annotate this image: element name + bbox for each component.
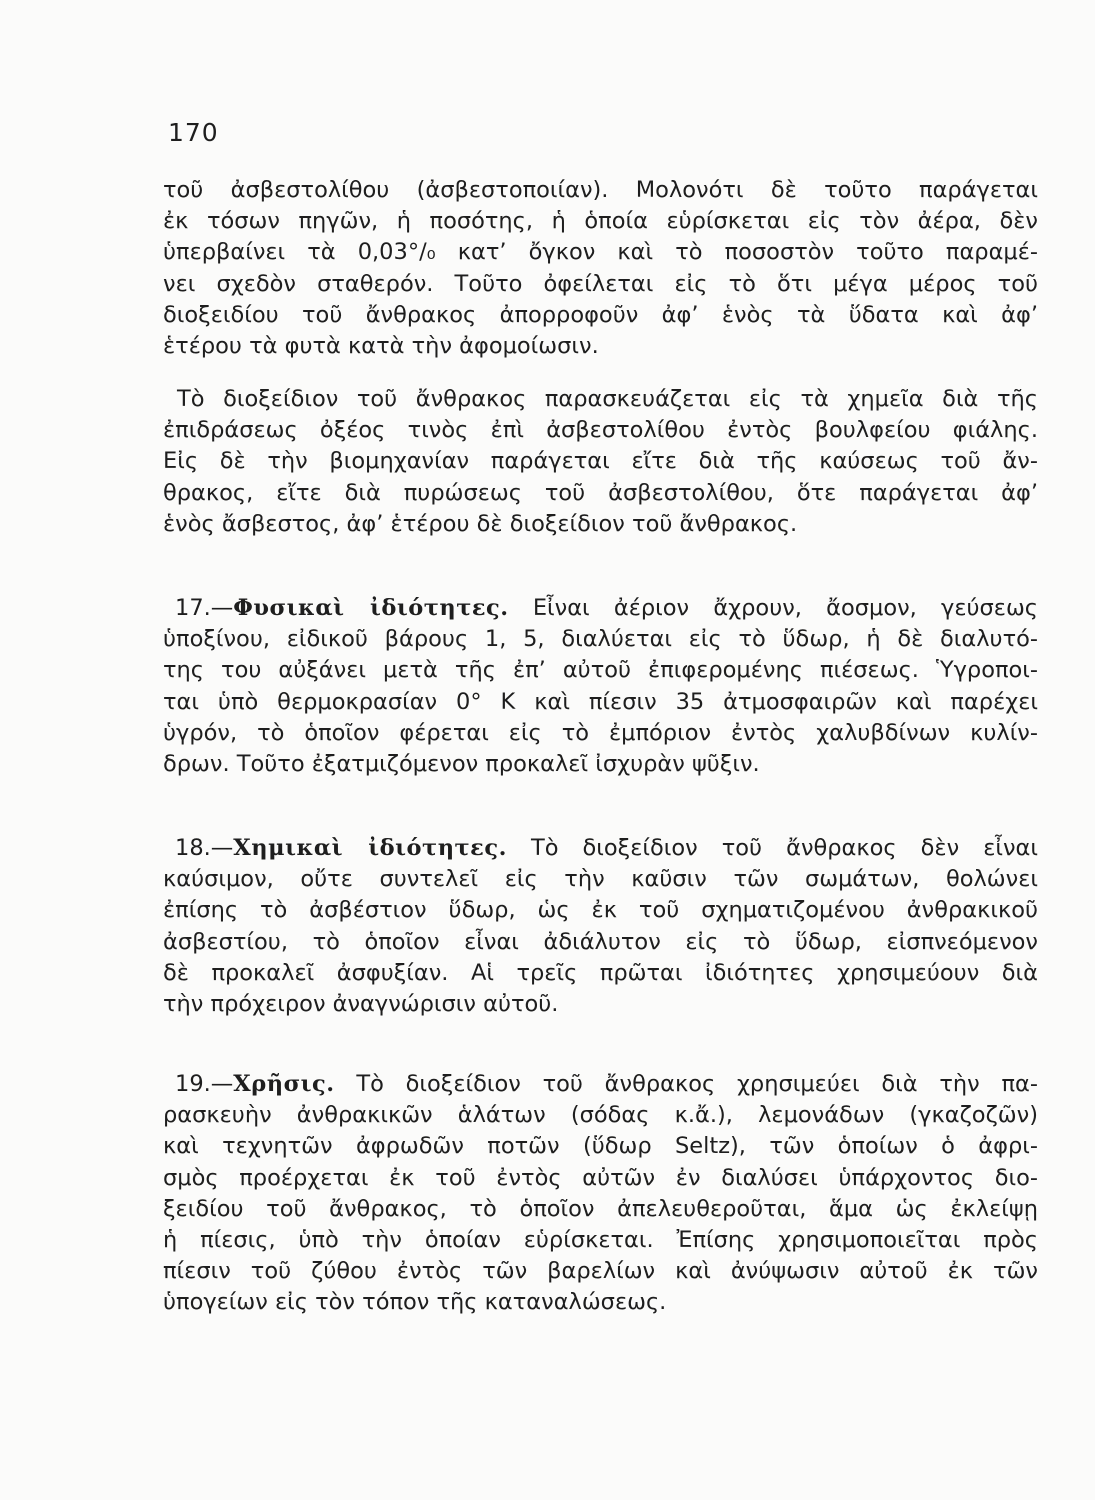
text-line: ἀσβεστίου, τὸ ὁποῖον εἶναι ἀδιάλυτον εἰς τὸ ὕδωρ, εἰσπνεόμενον	[163, 928, 1038, 955]
text-line: ὑποξίνου, εἰδικοῦ βάρους 1, 5, διαλύεται εἰς τὸ ὕδωρ, ἡ δὲ διαλυτό-	[163, 626, 1038, 653]
text-line: πίεσιν τοῦ ζύθου ἐντὸς τῶν βαρελίων καὶ ἀνύψωσιν αὐτοῦ ἐκ τῶν	[163, 1258, 1038, 1285]
text-line: δρων. Τοῦτο ἐξατμιζόμενον προκαλεῖ ἰσχυρὰν ψῦξιν.	[163, 751, 760, 778]
text-line: ἡ πίεσις, ὑπὸ τὴν ὁποίαν εὑρίσκεται. Ἐπίσης χρησιμοποιεῖται πρὸς	[163, 1227, 1038, 1254]
text-line: ἐκ τόσων πηγῶν, ἡ ποσότης, ἡ ὁποία εὑρίσκεται εἰς τὸν ἀέρα, δὲν	[163, 208, 1038, 235]
section-first-line	[163, 1069, 1038, 1100]
section-number: 17.—	[175, 595, 234, 621]
text-line: ξειδίου τοῦ ἄνθρακος, τὸ ὁποῖον ἀπελευθεροῦται, ἅμα ὡς ἐκλείψῃ	[163, 1195, 1038, 1222]
section-uses	[163, 1069, 1038, 1319]
text-line: δὲ προκαλεῖ ἀσφυξίαν. Αἱ τρεῖς πρῶται ἰδιότητες χρησιμεύουν διὰ	[163, 959, 1038, 986]
section-number: 19.—	[175, 1071, 234, 1097]
text-line: Εἰς δὲ τὴν βιομηχανίαν παράγεται εἴτε διὰ τῆς καύσεως τοῦ ἄν-	[163, 448, 1038, 475]
paragraph-continuation	[163, 175, 1038, 362]
text-line: ὑγρόν, τὸ ὁποῖον φέρεται εἰς τὸ ἐμπόριον ἐντὸς χαλυβδίνων κυλίν-	[163, 719, 1038, 746]
text-line: ρασκευὴν ἀνθρακικῶν ἁλάτων (σόδας κ.ἄ.), λεμονάδων (γκαζοζῶν)	[163, 1102, 1038, 1129]
section-number: 18.—	[175, 835, 234, 861]
page-number: 170	[168, 118, 219, 147]
text-line: ὑπογείων εἰς τὸν τόπον τῆς καταναλώσεως.	[163, 1289, 667, 1316]
section-chemical-properties	[163, 833, 1038, 1020]
text-line: ται ὑπὸ θερμοκρασίαν 0° Κ καὶ πίεσιν 35 ἀτμοσφαιρῶν καὶ παρέχει	[163, 688, 1038, 715]
text-line: ἐπιδράσεως ὀξέος τινὸς ἐπὶ ἀσβεστολίθου ἐντὸς βουλφείου φιάλης.	[163, 417, 1038, 444]
text-line: θρακος, εἴτε διὰ πυρώσεως τοῦ ἀσβεστολίθου, ὅτε παράγεται ἀφ’	[163, 479, 1038, 506]
section-physical-properties	[163, 593, 1038, 780]
text-line: ὑπερβαίνει τὰ 0,03°/₀ κατ’ ὄγκον καὶ τὸ ποσοστὸν τοῦτο παραμέ-	[163, 239, 1038, 266]
text-line: τοῦ ἀσβεστολίθου (ἀσβεστοποιίαν). Μολονότι δὲ τοῦτο παράγεται	[163, 177, 1038, 203]
paragraph-preparation	[163, 384, 1038, 540]
text-line: ἑτέρου τὰ φυτὰ κατὰ τὴν ἀφομοίωσιν.	[163, 333, 599, 360]
section-text: Εἶναι ἀέριον ἄχρουν, ἄοσμον, γεύσεως	[532, 595, 1038, 621]
text-line: νει σχεδὸν σταθερόν. Τοῦτο ὀφείλεται εἰς τὸ ὅτι μέγα μέρος τοῦ	[163, 270, 1038, 297]
section-heading: Χημικαὶ ἰδιότητες.	[233, 835, 507, 861]
text-line: σμὸς προέρχεται ἐκ τοῦ ἐντὸς αὐτῶν ἐν διαλύσει ὑπάρχοντος διο-	[163, 1164, 1038, 1191]
section-first-line	[163, 833, 1038, 864]
section-text: Τὸ διοξείδιον τοῦ ἄνθρακος δὲν εἶναι	[530, 835, 1038, 861]
text-line: ἑνὸς ἄσβεστος, ἀφ’ ἑτέρου δὲ διοξείδιον τοῦ ἄνθρακος.	[163, 510, 798, 537]
text-line: τὴν πρόχειρον ἀναγνώρισιν αὐτοῦ.	[163, 991, 559, 1018]
text-line: καύσιμον, οὔτε συντελεῖ εἰς τὴν καῦσιν τῶν σωμάτων, θολώνει	[163, 866, 1038, 893]
section-heading: Φυσικαὶ ἰδιότητες.	[233, 595, 509, 621]
section-first-line	[163, 593, 1038, 624]
text-line: ἐπίσης τὸ ἀσβέστιον ὕδωρ, ὡς ἐκ τοῦ σχηματιζομένου ἀνθρακικοῦ	[163, 897, 1038, 924]
text-line: καὶ τεχνητῶν ἀφρωδῶν ποτῶν (ὕδωρ Seltz), τῶν ὁποίων ὁ ἀφρι-	[163, 1133, 1038, 1160]
section-heading: Χρῆσις.	[233, 1071, 335, 1097]
text-line: Τὸ διοξείδιον τοῦ ἄνθρακος παρασκευάζεται εἰς τὰ χημεῖα διὰ τῆς	[177, 386, 1038, 412]
text-line: της του αὐξάνει μετὰ τῆς ἐπ’ αὐτοῦ ἐπιφερομένης πιέσεως. Ὑγροποι-	[163, 657, 1038, 684]
section-text: Τὸ διοξείδιον τοῦ ἄνθρακος χρησιμεύει διὰ τὴν πα-	[356, 1071, 1038, 1097]
text-line: διοξειδίου τοῦ ἄνθρακος ἀπορροφοῦν ἀφ’ ἑνὸς τὰ ὕδατα καὶ ἀφ’	[163, 301, 1038, 328]
